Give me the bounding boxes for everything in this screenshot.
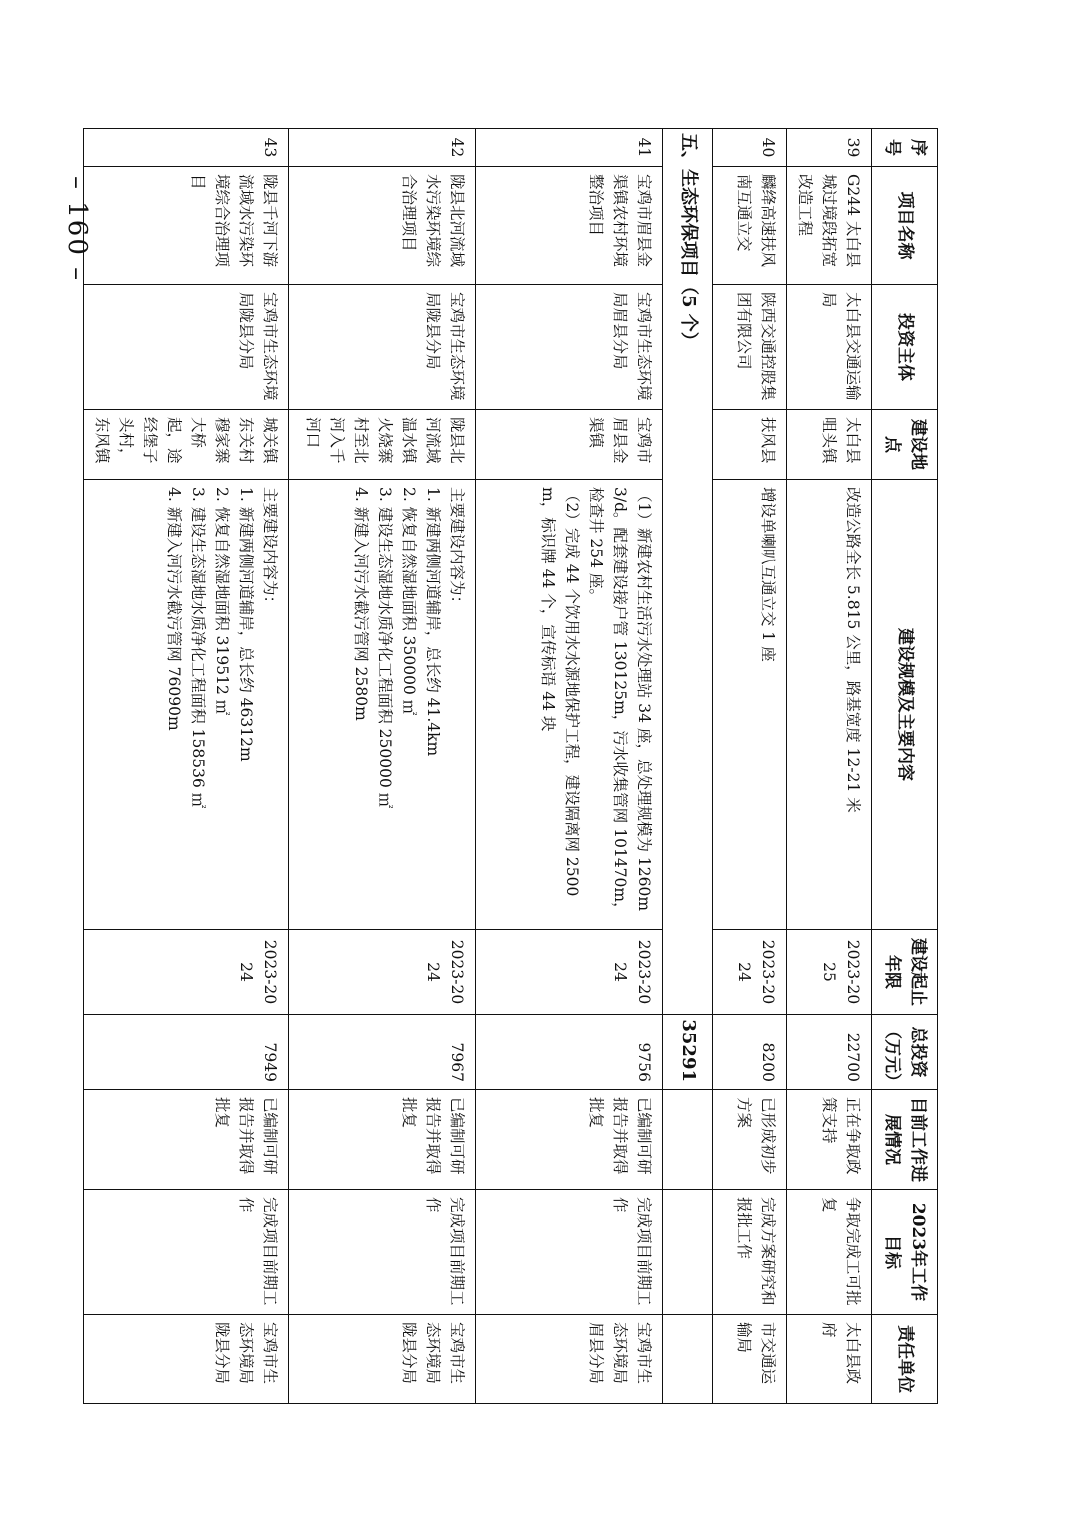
header-content: 建设规模及主要内容 xyxy=(872,480,938,930)
content-line: 主要建设内容为： xyxy=(448,487,467,612)
cell-name: 陇县北河流域水污染环境综合治理项目 xyxy=(289,167,476,285)
cell-years: 2023-2024 xyxy=(713,930,787,1015)
cell-investor: 太白县交通运输局 xyxy=(787,285,872,410)
cell-years: 2023-2024 xyxy=(476,930,663,1015)
cell-unit: 市交通运输局 xyxy=(713,1315,787,1404)
cell-years: 2023-2024 xyxy=(289,930,476,1015)
header-no: 序号 xyxy=(872,129,938,167)
cell-investor: 宝鸡市生态环境局陇县分局 xyxy=(289,285,476,410)
section-title: 五、生态环保项目（5 个） xyxy=(663,129,713,1015)
cell-no: 43 xyxy=(84,129,289,167)
cell-goal: 完成项目前期工作 xyxy=(289,1190,476,1315)
cell-location: 宝鸡市眉县金渠镇 xyxy=(476,410,663,480)
cell-no: 40 xyxy=(713,129,787,167)
header-investor: 投资主体 xyxy=(872,285,938,410)
cell-location: 城关镇东关村穆家寨大桥起，途经堡子头村，东风镇 xyxy=(84,410,289,480)
cell-content: 改造公路全长 5.815 公里，路基宽度 12-21 米 xyxy=(787,480,872,930)
cell-content: 增设单喇叭互通立交 1 座 xyxy=(713,480,787,930)
content-line: 2. 恢复自然湿地面积 350000 ㎡ xyxy=(400,487,419,716)
content-line: 1. 新建两侧河道辅岸，总长约 46312m xyxy=(237,487,256,762)
cell-unit: 宝鸡市生态环境局陇县分局 xyxy=(289,1315,476,1404)
cell-progress: 已编制可研报告并取得批复 xyxy=(476,1090,663,1190)
cell-invest: 9756 xyxy=(476,1015,663,1090)
cell-location: 太白县咀头镇 xyxy=(787,410,872,480)
cell-no: 39 xyxy=(787,129,872,167)
page-number: – 160 – xyxy=(62,176,92,283)
content-line: 3. 建设生态湿地水质净化工程面积 250000 ㎡ xyxy=(376,487,395,809)
table-row xyxy=(84,129,289,1404)
cell-goal: 完成方案研究和报批工作 xyxy=(713,1190,787,1315)
cell-years: 2023-2024 xyxy=(84,930,289,1015)
table-row xyxy=(713,129,787,1404)
header-goal: 2023年工作目标 xyxy=(872,1190,938,1315)
content-line: （2）完成 44 个饮用水水源地保护工程，建设隔离网 2500m，标识牌 44 个，宣传标语 44 块 xyxy=(539,487,582,897)
section-row xyxy=(663,129,713,1404)
table-row xyxy=(787,129,872,1404)
header-years: 建设起止年限 xyxy=(872,930,938,1015)
header-name: 项目名称 xyxy=(872,167,938,285)
cell-unit: 太白县政府 xyxy=(787,1315,872,1404)
cell-investor: 陕西交通控股集团有限公司 xyxy=(713,285,787,410)
cell-goal: 争取完成工可批复 xyxy=(787,1190,872,1315)
content-line: 2. 恢复自然湿地面积 319512 ㎡ xyxy=(213,487,232,716)
cell-no: 41 xyxy=(476,129,663,167)
cell-goal: 完成项目前期工作 xyxy=(476,1190,663,1315)
section-total: 35291 xyxy=(663,1015,713,1090)
cell-progress: 正在争取政策支持 xyxy=(787,1090,872,1190)
content-line: 3. 建设生态湿地水质净化工程面积 158536 ㎡ xyxy=(189,487,208,809)
content-line: 4. 新建入河污水截污管网 76090m xyxy=(165,487,184,731)
project-table xyxy=(83,128,938,1404)
table-row xyxy=(476,129,663,1404)
cell-invest: 7949 xyxy=(84,1015,289,1090)
cell-progress: 已编制可研报告并取得批复 xyxy=(84,1090,289,1190)
cell-invest: 22700 xyxy=(787,1015,872,1090)
cell-no: 42 xyxy=(289,129,476,167)
header-progress: 目前工作进展情况 xyxy=(872,1090,938,1190)
cell-invest: 8200 xyxy=(713,1015,787,1090)
cell-location: 扶风县 xyxy=(713,410,787,480)
header-location: 建设地点 xyxy=(872,410,938,480)
cell-content xyxy=(476,480,663,930)
cell-unit: 宝鸡市生态环境局陇县分局 xyxy=(84,1315,289,1404)
cell-name: 宝鸡市眉县金渠镇农村环境整治项目 xyxy=(476,167,663,285)
cell-name: 陇县千河下游流域水污染环境综合治理项目 xyxy=(84,167,289,285)
cell-years: 2023-2025 xyxy=(787,930,872,1015)
header-invest: 总投资（万元） xyxy=(872,1015,938,1090)
cell-name: G244 太白县城过境段拓宽改造工程 xyxy=(787,167,872,285)
cell-name: 麟绛高速扶风南互通立交 xyxy=(713,167,787,285)
cell-progress: 已编制可研报告并取得批复 xyxy=(289,1090,476,1190)
header-row xyxy=(872,129,938,1404)
content-line: （1）新建农村生活污水处理站 34 座，总处理规模为 1260m3/d。配套建设接户管 130125m，污水收集管网 101470m，检查井 254 座。 xyxy=(587,487,654,918)
content-line: 1. 新建两侧河道辅岸，总长约 41.4km xyxy=(424,487,443,757)
cell-content xyxy=(84,480,289,930)
cell-invest: 7967 xyxy=(289,1015,476,1090)
cell-investor: 宝鸡市生态环境局眉县分局 xyxy=(476,285,663,410)
cell-goal: 完成项目前期工作 xyxy=(84,1190,289,1315)
header-unit: 责任单位 xyxy=(872,1315,938,1404)
rotated-page xyxy=(93,128,938,1403)
cell-content xyxy=(289,480,476,930)
content-line: 主要建设内容为： xyxy=(261,487,280,612)
table-row xyxy=(289,129,476,1404)
cell-unit: 宝鸡市生态环境局眉县分局 xyxy=(476,1315,663,1404)
content-line: 4. 新建入河污水截污管网 2580m xyxy=(352,487,371,721)
cell-location: 陇县北河流域温水镇火烧寨村至北河入千河口 xyxy=(289,410,476,480)
cell-progress: 已形成初步方案 xyxy=(713,1090,787,1190)
cell-investor: 宝鸡市生态环境局陇县分局 xyxy=(84,285,289,410)
